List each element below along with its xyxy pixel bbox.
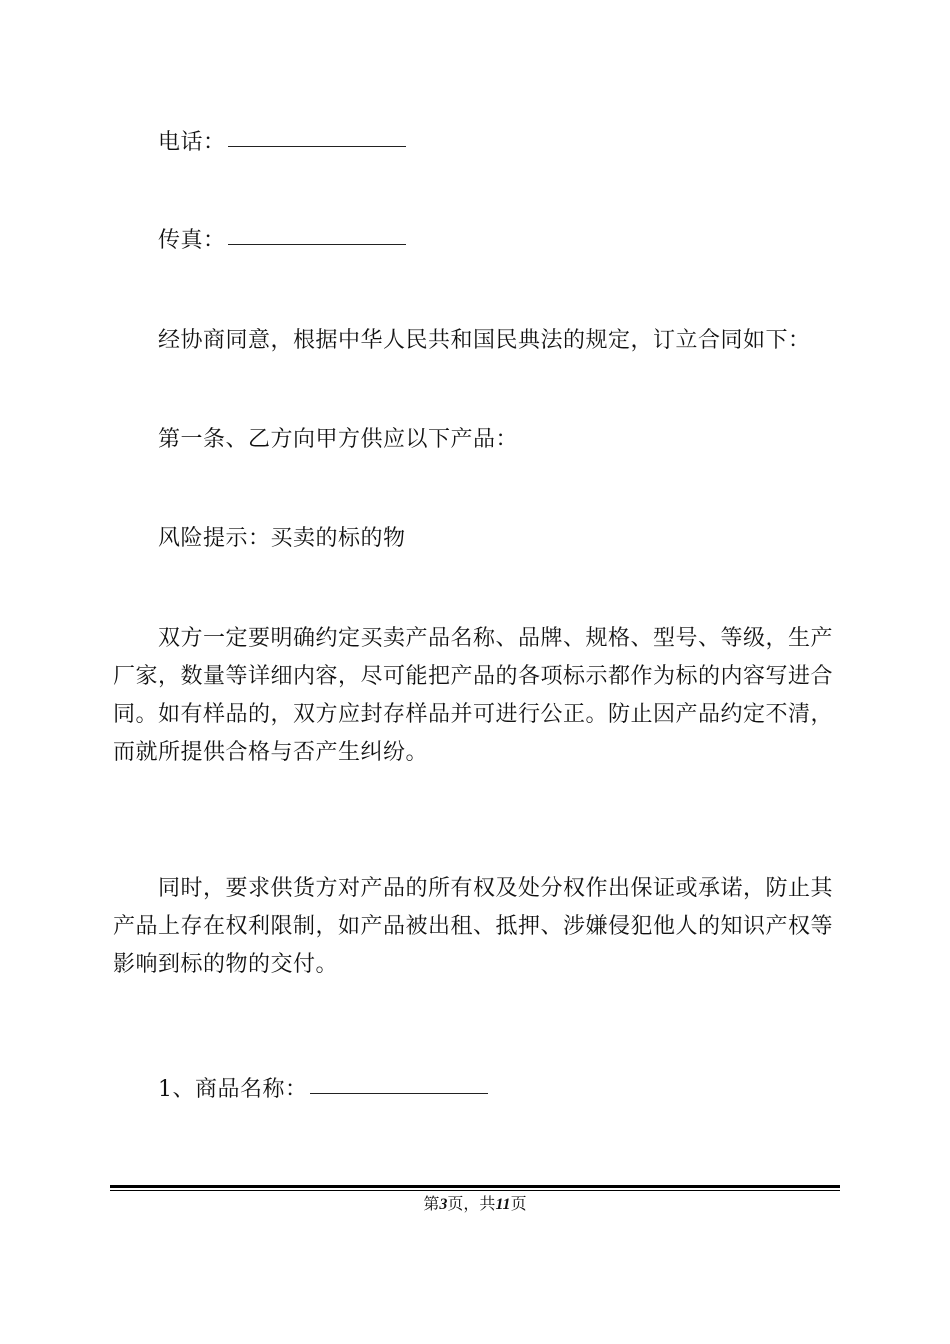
- item-1-label: 1、商品名称：: [158, 1077, 308, 1102]
- article-1-heading: 第一条、乙方向甲方供应以下产品：: [158, 427, 519, 452]
- item-1-blank-line: [310, 1092, 488, 1094]
- phone-label: 电话：: [158, 130, 226, 155]
- page-footer: [110, 1193, 840, 1216]
- fax-blank-line: [228, 243, 406, 245]
- total-pages-number: 11: [495, 1196, 511, 1213]
- phone-blank-line: [228, 145, 406, 147]
- current-page-number: 3: [439, 1196, 448, 1213]
- item-1-field: [113, 1071, 833, 1109]
- footer-middle: 页，共: [447, 1194, 496, 1213]
- footer-rule-thin: [110, 1190, 840, 1191]
- phone-field: [113, 124, 833, 162]
- footer-suffix: 页: [510, 1194, 527, 1213]
- risk-title: 风险提示：买卖的标的物: [158, 526, 406, 551]
- risk-paragraph-2: 同时，要求供货方对产品的所有权及处分权作出保证或承诺，防止其产品上存在权利限制，如产品被出租、抵押、涉嫌侵犯他人的知识产权等影响到标的物的交付。: [113, 876, 834, 977]
- fax-field: [113, 222, 833, 260]
- fax-label: 传真：: [158, 228, 226, 253]
- footer-rule-thick: [110, 1185, 840, 1188]
- risk-paragraph-1: 双方一定要明确约定买卖产品名称、品牌、规格、型号、等级，生产厂家，数量等详细内容，尽可能把产品的各项标示都作为标的内容写进合同。如有样品的，双方应封存样品并可进行公正。防止因产品约定不清，而就所提供合格与否产生纠纷。: [113, 626, 834, 765]
- intro-paragraph: 经协商同意，根据中华人民共和国民典法的规定，订立合同如下：: [158, 328, 811, 353]
- footer-prefix: 第: [423, 1194, 440, 1213]
